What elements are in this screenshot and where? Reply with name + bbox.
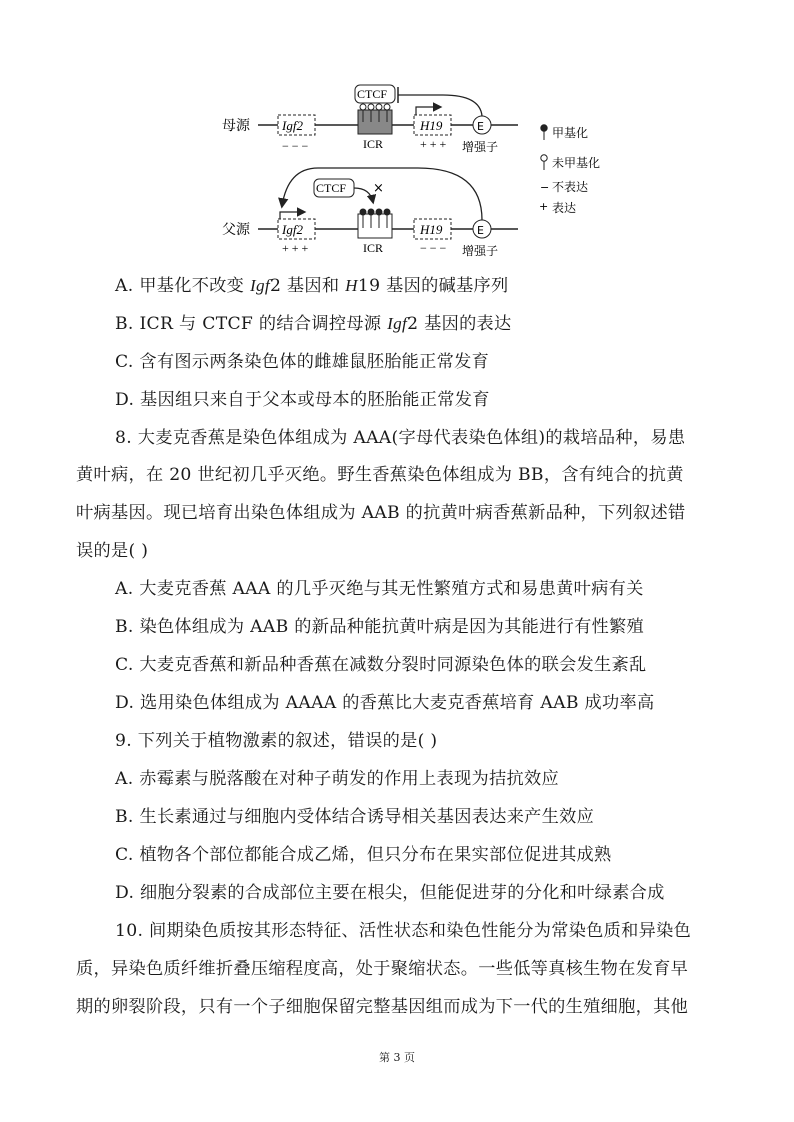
paternal-igf2-marks: + + + bbox=[282, 241, 309, 255]
maternal-igf2-label: Igf2 bbox=[282, 118, 303, 133]
q9-option-b: B. 生长素通过与细胞内受体结合诱导相关基因表达来产生效应 bbox=[115, 807, 595, 827]
paternal-igf2-label: Igf2 bbox=[282, 222, 303, 237]
maternal-enhancer-letter: E bbox=[477, 120, 484, 133]
minus-icon: − bbox=[540, 181, 550, 194]
paternal-h19-marks: − − − bbox=[420, 241, 447, 255]
maternal-label: 母源 bbox=[222, 119, 250, 134]
q7-b-text-1: B. ICR 与 CTCF 的结合调控母源 bbox=[115, 314, 388, 334]
q7-option-b bbox=[115, 312, 512, 336]
paternal-enhancer-label: 增强子 bbox=[462, 244, 499, 258]
unmethylated-icon bbox=[541, 155, 547, 161]
q7-option-d: D. 基因组只来自于父本或母本的胚胎能正常发育 bbox=[115, 390, 490, 410]
q7-a-text-3: 19 基因的碱基序列 bbox=[357, 276, 509, 296]
q8-option-a: A. 大麦克香蕉 AAA 的几乎灭绝与其无性繁殖方式和易患黄叶病有关 bbox=[115, 579, 644, 599]
plus-icon: + bbox=[539, 200, 549, 213]
q10-stem-line1: 10. 间期染色质按其形态特征、活性状态和染色性能分为常染色质和异染色 bbox=[115, 921, 692, 941]
paternal-label: 父源 bbox=[222, 223, 250, 238]
q8-stem-line3: 叶病基因。现已培育出染色体组成为 AAB 的抗黄叶病香蕉新品种，下列叙述错 bbox=[76, 503, 686, 523]
q8-stem-line4: 误的是( ) bbox=[76, 541, 149, 561]
q9-option-a: A. 赤霉素与脱落酸在对种子萌发的作用上表现为拮抗效应 bbox=[115, 769, 559, 789]
q7-a-text-1: A. 甲基化不改变 bbox=[115, 276, 250, 296]
maternal-chromosome bbox=[222, 85, 518, 154]
maternal-h19-marks: + + + bbox=[420, 137, 447, 151]
q8-option-c: C. 大麦克香蕉和新品种香蕉在减数分裂时同源染色体的联会发生紊乱 bbox=[115, 655, 647, 675]
paternal-ctcf-label: CTCF bbox=[316, 181, 347, 195]
maternal-ctcf-label: CTCF bbox=[357, 87, 388, 101]
q9-option-d: D. 细胞分裂素的合成部位主要在根尖，但能促进芽的分化和叶绿素合成 bbox=[115, 883, 665, 903]
q7-a-text-2: 2 基因和 bbox=[269, 276, 346, 296]
q8-option-b: B. 染色体组成为 AAB 的新品种能抗黄叶病是因为其能进行有性繁殖 bbox=[115, 617, 645, 637]
paternal-h19-label: H19 bbox=[420, 222, 443, 237]
q7-a-gene-igf: Igf bbox=[249, 276, 270, 295]
q9-option-c: C. 植物各个部位都能合成乙烯，但只分布在果实部位促进其成熟 bbox=[115, 845, 612, 865]
page-number: 第 3 页 bbox=[379, 1051, 415, 1064]
q8-option-d: D. 选用染色体组成为 AAAA 的香蕉比大麦克香蕉培育 AAB 成功率高 bbox=[115, 693, 655, 713]
legend-not-expressed: 不表达 bbox=[552, 180, 589, 194]
q7-b-gene-igf: Igf bbox=[387, 314, 408, 333]
maternal-h19-label: H19 bbox=[420, 118, 443, 133]
figure-legend bbox=[539, 125, 600, 215]
paternal-icr-label: ICR bbox=[363, 241, 384, 255]
paternal-enhancer-letter: E bbox=[477, 224, 484, 237]
legend-unmethylated: 未甲基化 bbox=[552, 156, 601, 170]
maternal-enhancer-label: 增强子 bbox=[462, 140, 499, 154]
q10-stem-line2: 质，异染色质纤维折叠压缩程度高，处于聚缩状态。一些低等真核生物在发育早 bbox=[76, 959, 689, 979]
q7-b-text-2: 2 基因的表达 bbox=[407, 314, 512, 334]
methylated-icon bbox=[541, 125, 547, 131]
legend-methylated: 甲基化 bbox=[552, 126, 589, 140]
legend-expressed: 表达 bbox=[552, 201, 577, 215]
q7-option-c: C. 含有图示两条染色体的雌雄鼠胚胎能正常发育 bbox=[115, 352, 490, 372]
q9-stem: 9. 下列关于植物激素的叙述，错误的是( ) bbox=[115, 731, 438, 751]
maternal-icr-label: ICR bbox=[363, 137, 384, 151]
gene-imprinting-figure bbox=[218, 78, 618, 260]
q8-stem-line2: 黄叶病，在 20 世纪初几乎灭绝。野生香蕉染色体组成为 BB，含有纯合的抗黄 bbox=[76, 465, 684, 485]
q7-a-gene-h: H bbox=[345, 276, 358, 295]
q7-option-a bbox=[115, 274, 509, 298]
q8-stem-line1: 8. 大麦克香蕉是染色体组成为 AAA(字母代表染色体组)的栽培品种，易患 bbox=[115, 428, 686, 448]
paternal-chromosome bbox=[222, 168, 518, 258]
paternal-blocked-mark: × bbox=[373, 181, 384, 196]
q10-stem-line3: 期的卵裂阶段，只有一个子细胞保留完整基因组而成为下一代的生殖细胞，其他 bbox=[76, 997, 689, 1017]
maternal-igf2-marks: − − − bbox=[282, 139, 309, 153]
